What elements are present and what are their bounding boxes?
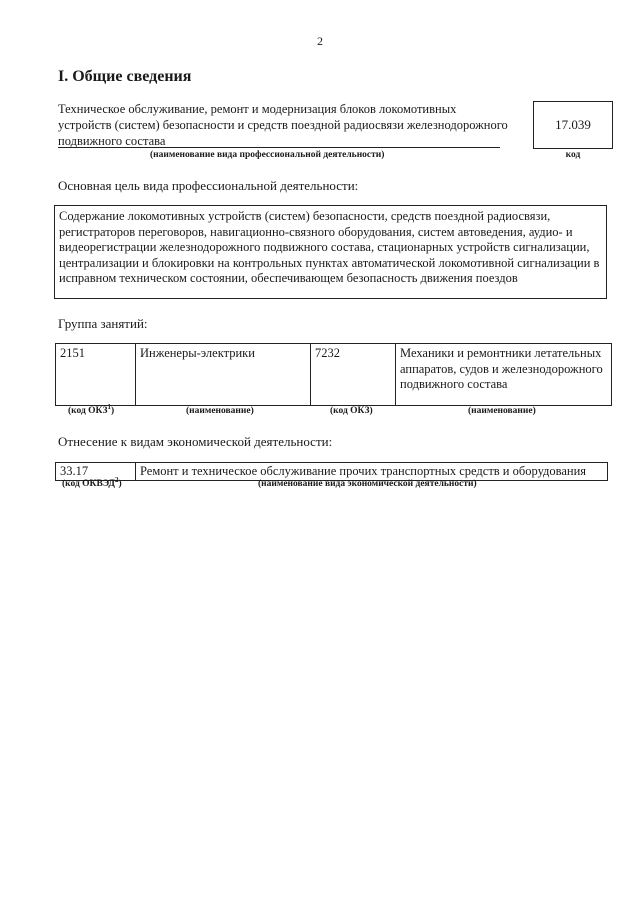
table-row (56, 463, 608, 481)
okz-code-cell: 7232 (311, 344, 396, 406)
okz-code-caption: (код ОКЗ) (330, 406, 373, 416)
occupation-group-table (55, 343, 612, 406)
okz-name-caption: (наименование) (468, 406, 536, 416)
activity-name-caption: (наименование вида профессиональной деятельности) (150, 150, 385, 160)
activity-code-caption: код (565, 150, 581, 160)
activity-code-box (533, 101, 613, 149)
activity-name: Техническое обслуживание, ремонт и модернизация блоков локомотивных устройств (систем) безопасности и средств поездной радиосвязи железнодорожного подвижного состава (58, 102, 508, 148)
occupation-group-label: Группа занятий: (58, 316, 148, 331)
page-number: 2 (317, 34, 323, 48)
goal-label: Основная цель вида профессиональной деятельности: (58, 178, 359, 193)
goal-text: Содержание локомотивных устройств (систем) безопасности, средств поездной радиосвязи, регистраторов переговоров, навигационно-связного оборудования, систем автоведения, аудио- и видеорегистрации железнодорожного подвижного состава, стационарных устройств сигнализации, централизации и блокировки на контрольных пунктах автоматической локомотивной сигнализации в исправном техническом состоянии, обеспечивающем безопасность движения поездов (54, 205, 607, 299)
activity-name-underline (58, 147, 500, 148)
okved-name-cell: Ремонт и техническое обслуживание прочих транспортных средств и оборудования (136, 463, 608, 481)
okved-name-caption: (наименование вида экономической деятельности) (258, 479, 477, 489)
section-title: I. Общие сведения (58, 68, 192, 85)
okz-name-cell: Механики и ремонтники летательных аппаратов, судов и железнодорожного подвижного состава (396, 344, 612, 406)
okved-code-cell: 33.17 (56, 463, 136, 481)
okz-code-caption: (код ОКЗ$^1$) (68, 402, 115, 416)
economic-activity-label: Отнесение к видам экономической деятельности: (58, 434, 333, 449)
activity-code: 17.039 (555, 117, 591, 132)
okz-name-caption: (наименование) (186, 406, 254, 416)
okz-name-cell: Инженеры-электрики (136, 344, 311, 406)
okz-code-cell: 2151 (56, 344, 136, 406)
okved-code-caption: (код ОКВЭД$^2$) (62, 475, 122, 489)
table-row (56, 344, 612, 406)
